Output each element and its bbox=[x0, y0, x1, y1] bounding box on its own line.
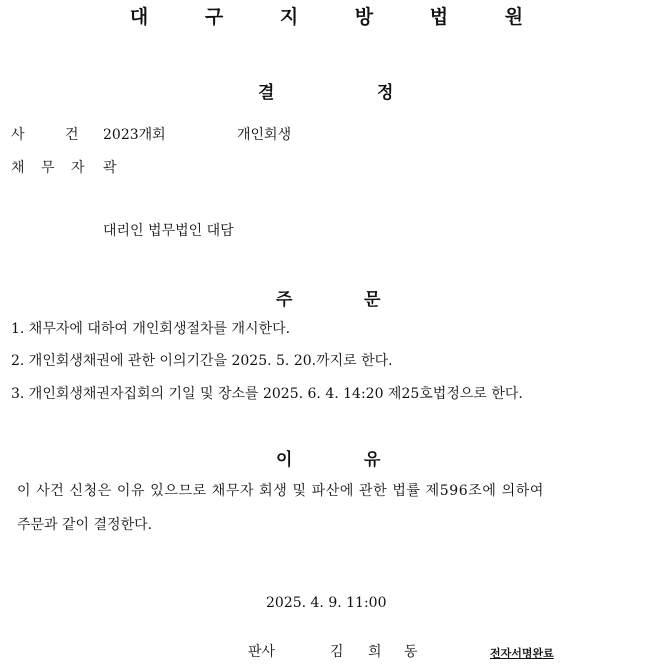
judge-title: 판사 bbox=[248, 644, 276, 660]
case-label: 사 건 bbox=[11, 127, 97, 143]
debtor-name: 곽 bbox=[103, 160, 117, 176]
order-item-2: 2. 개인회생채권에 관한 이의기간을 2025. 5. 20.까지로 한다. bbox=[11, 353, 393, 369]
case-number: 2023개회 bbox=[103, 127, 166, 143]
decision-date: 2025. 4. 9. 11:00 bbox=[266, 595, 387, 611]
judge-name-3: 동 bbox=[404, 644, 418, 660]
e-signature-stamp: 전자서명완료 bbox=[490, 647, 554, 660]
judge-name-2: 희 bbox=[368, 644, 382, 660]
order-heading-right: 문 bbox=[364, 290, 381, 310]
reason-line-1: 이 사건 신청은 이유 있으므로 채무자 회생 및 파산에 관한 법률 제596조에 의하여 bbox=[17, 483, 544, 499]
reason-heading-left: 이 bbox=[276, 450, 293, 470]
order-item-1: 1. 채무자에 대하여 개인회생절차를 개시한다. bbox=[11, 321, 291, 337]
decision-title-right: 정 bbox=[377, 83, 394, 103]
decision-title-left: 결 bbox=[258, 83, 275, 103]
court-name: 대 구 지 방 법 원 bbox=[129, 6, 549, 28]
order-heading-left: 주 bbox=[276, 290, 293, 310]
case-type: 개인회생 bbox=[237, 127, 292, 143]
judge-name-1: 김 bbox=[330, 644, 344, 660]
order-item-3: 3. 개인회생채권자집회의 기일 및 장소를 2025. 6. 4. 14:20 제25호법정으로 한다. bbox=[11, 386, 523, 402]
agent: 대리인 법무법인 대담 bbox=[103, 223, 234, 239]
reason-line-2: 주문과 같이 결정한다. bbox=[17, 517, 153, 533]
reason-heading-right: 유 bbox=[364, 450, 381, 470]
debtor-label: 채 무 자 bbox=[11, 160, 91, 176]
